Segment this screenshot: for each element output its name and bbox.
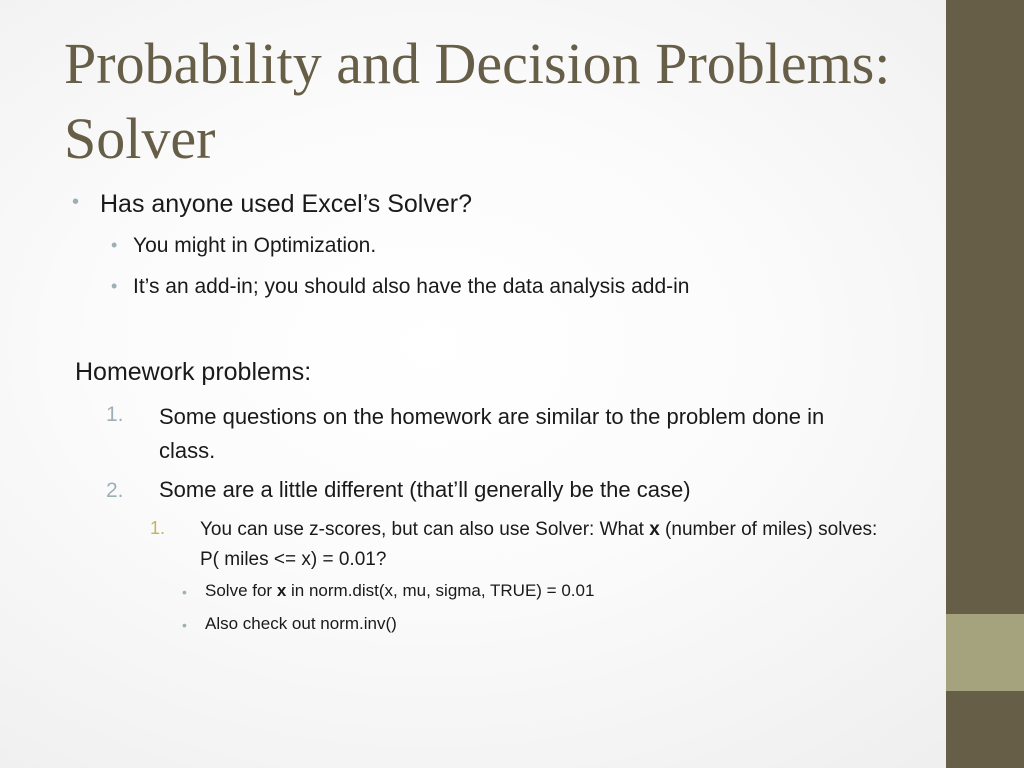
text-segment: Solve for [205, 581, 277, 600]
decorative-accent-block [946, 614, 1024, 691]
variable-x: x [276, 581, 287, 600]
bullet-marker: • [111, 235, 118, 255]
bullet-text: Has anyone used Excel’s Solver? [100, 190, 472, 218]
sub-bullet-text: Also check out norm.inv() [205, 614, 397, 633]
sub-numbered-text [200, 515, 890, 575]
text-segment: You can use z-scores, but can also use Solver: What [200, 519, 650, 540]
right-decorative-bar [946, 0, 1024, 768]
homework-heading: Homework problems: [75, 358, 312, 386]
slide-title: Probability and Decision Problems: Solver [64, 31, 891, 172]
bullet-marker: • [182, 617, 187, 633]
text-segment: in norm.dist(x, mu, sigma, TRUE) = 0.01 [286, 581, 595, 600]
text-segment: (number of miles) solves: P( miles <= x) = 0.01? [200, 519, 878, 570]
numbered-text: Some are a little different (that’ll generally be the case) [159, 477, 691, 502]
bullet-marker: • [111, 276, 118, 296]
number-marker: 1. [150, 518, 166, 538]
number-marker: 2. [106, 479, 124, 502]
bullet-marker: • [182, 584, 187, 600]
number-marker: 1. [106, 403, 124, 426]
bullet-text: It’s an add-in; you should also have the data analysis add-in [133, 275, 690, 298]
bullet-marker: • [72, 191, 80, 213]
numbered-text: Some questions on the homework are similar to the problem done in class. [159, 404, 825, 463]
bullet-text: You might in Optimization. [133, 234, 377, 257]
sub-bullet-text [205, 581, 594, 601]
variable-x: x [649, 519, 660, 540]
